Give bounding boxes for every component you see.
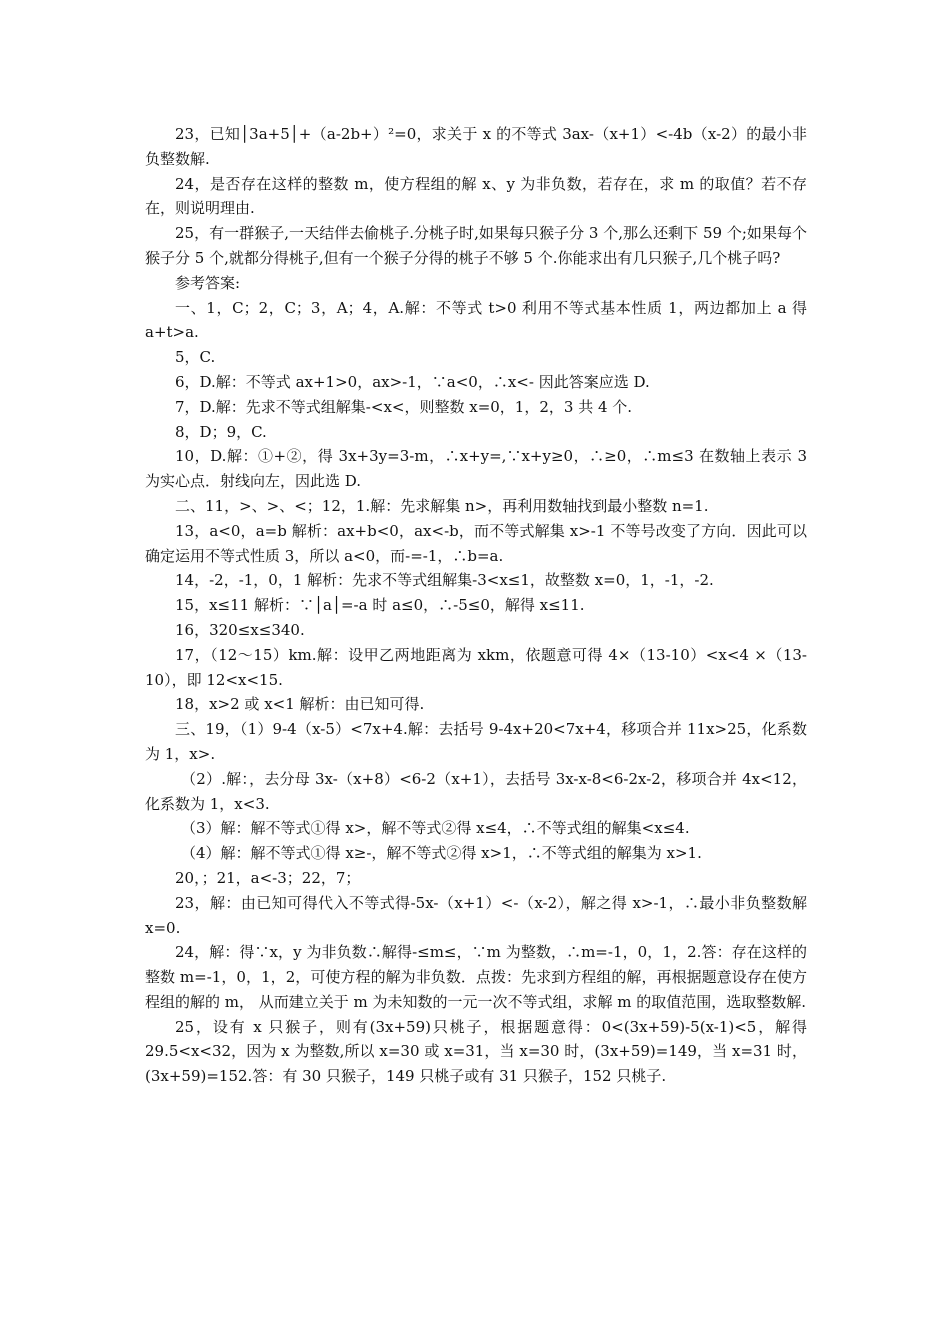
- answer-16: 16，320≤x≤340.: [175, 620, 305, 639]
- answer-20-22: 20，；21，a<-3；22，7；: [175, 868, 361, 887]
- answer-5: 5，C.: [175, 348, 216, 367]
- answer-19-3: （3）解：解不等式①得 x>，解不等式②得 x≤4，∴不等式组的解集<x≤4.: [181, 819, 690, 838]
- problem-24: 24，是否存在这样的整数 m，使方程组的解 x、y 为非负数，若存在，求 m 的取值？若不存在，则说明理由.: [145, 174, 807, 218]
- answer-8-9: 8，D；9，C.: [175, 422, 267, 441]
- answer-10: 10，D.解：①+②，得 3x+3y=3-m，∴x+y=,∵x+y≥0，∴≥0，∴m≤3 在数轴上表示 3 为实心点．射线向左，因此选 D.: [145, 447, 807, 491]
- answer-19-2: （2）.解：，去分母 3x-（x+8）<6-2（x+1），去括号 3x-x-8<6-2x-2，移项合并 4x<12，化系数为 1，x<3.: [145, 769, 807, 813]
- answer-1-4: 一、1，C；2，C；3，A；4，A.解：不等式 t>0 利用不等式基本性质 1，两边都加上 a 得 a+t>a.: [145, 298, 807, 342]
- problem-23: 23，已知│3a+5│+（a-2b+）²=0，求关于 x 的不等式 3ax-（x+1）<-4b（x-2）的最小非负整数解.: [145, 125, 807, 168]
- answer-24: 24，解：得∵x，y 为非负数∴解得-≤m≤，∵m 为整数，∴m=-1，0，1，2.答：存在这样的整数 m=-1，0，1，2，可使方程的解为非负数．点拨：先求到方程组的解，再根据题意设存在使方程组的解的 m， 从而建立关于 m 为未知数的一元一次不等式组，求解 m 的取值范围，选取整数解.: [145, 943, 807, 1011]
- answer-7: 7，D.解：先求不等式组解集-<x<，则整数 x=0，1，2，3 共 4 个.: [175, 397, 633, 416]
- answer-25: 25，设有 x 只猴子，则有(3x+59)只桃子，根据题意得：0<(3x+59)-5(x-1)<5，解得 29.5<x<32，因为 x 为整数,所以 x=30 或 x=31，当 x=30 时，(3x+59)=149，当 x=31 时，(3x+59)=152.答：有 30 只猴子，149 只桃子或有 31 只猴子，152 只桃子.: [145, 1017, 807, 1086]
- document-body: [145, 122, 807, 1089]
- answer-14: 14，-2，-1，0，1 解析：先求不等式组解集-3<x≤1，故整数 x=0，1，-1，-2.: [175, 571, 714, 590]
- answer-19-4: （4）解：解不等式①得 x≥-，解不等式②得 x>1，∴不等式组的解集为 x>1.: [181, 844, 702, 863]
- answer-17: 17，（12～15）km.解：设甲乙两地距离为 xkm，依题意可得 4×（13-10）<x<4 ×（13-10），即 12<x<15.: [145, 645, 807, 689]
- answer-18: 18，x>2 或 x<1 解析：由已知可得.: [175, 695, 425, 714]
- answer-23: 23，解：由已知可得代入不等式得-5x-（x+1）<-（x-2），解之得 x>-1，∴最小非负整数解 x=0.: [145, 893, 807, 937]
- answer-19-1: 三、19，（1）9-4（x-5）<7x+4.解：去括号 9-4x+20<7x+4，移项合并 11x>25，化系数为 1，x>.: [145, 720, 807, 763]
- answer-11-12: 二、11，>、>、<；12，1.解：先求解集 n>，再利用数轴找到最小整数 n=1.: [175, 496, 709, 515]
- answers-heading: 参考答案:: [175, 273, 241, 292]
- problem-25: 25，有一群猴子,一天结伴去偷桃子.分桃子时,如果每只猴子分 3 个,那么还剩下 59 个;如果每个猴子分 5 个,就都分得桃子,但有一个猴子分得的桃子不够 5 个.你能求出有几只猴子,几个桃子吗?: [145, 224, 807, 267]
- answer-13: 13，a<0，a=b 解析：ax+b<0，ax<-b，而不等式解集 x>-1 不等号改变了方向．因此可以确定运用不等式性质 3，所以 a<0，而-=-1，∴b=a.: [145, 521, 807, 565]
- answer-15: 15，x≤11 解析：∵│a│=-a 时 a≤0，∴-5≤0，解得 x≤11.: [175, 596, 585, 615]
- answer-6: 6，D.解：不等式 ax+1>0，ax>-1，∵a<0，∴x<- 因此答案应选 D.: [175, 372, 650, 391]
